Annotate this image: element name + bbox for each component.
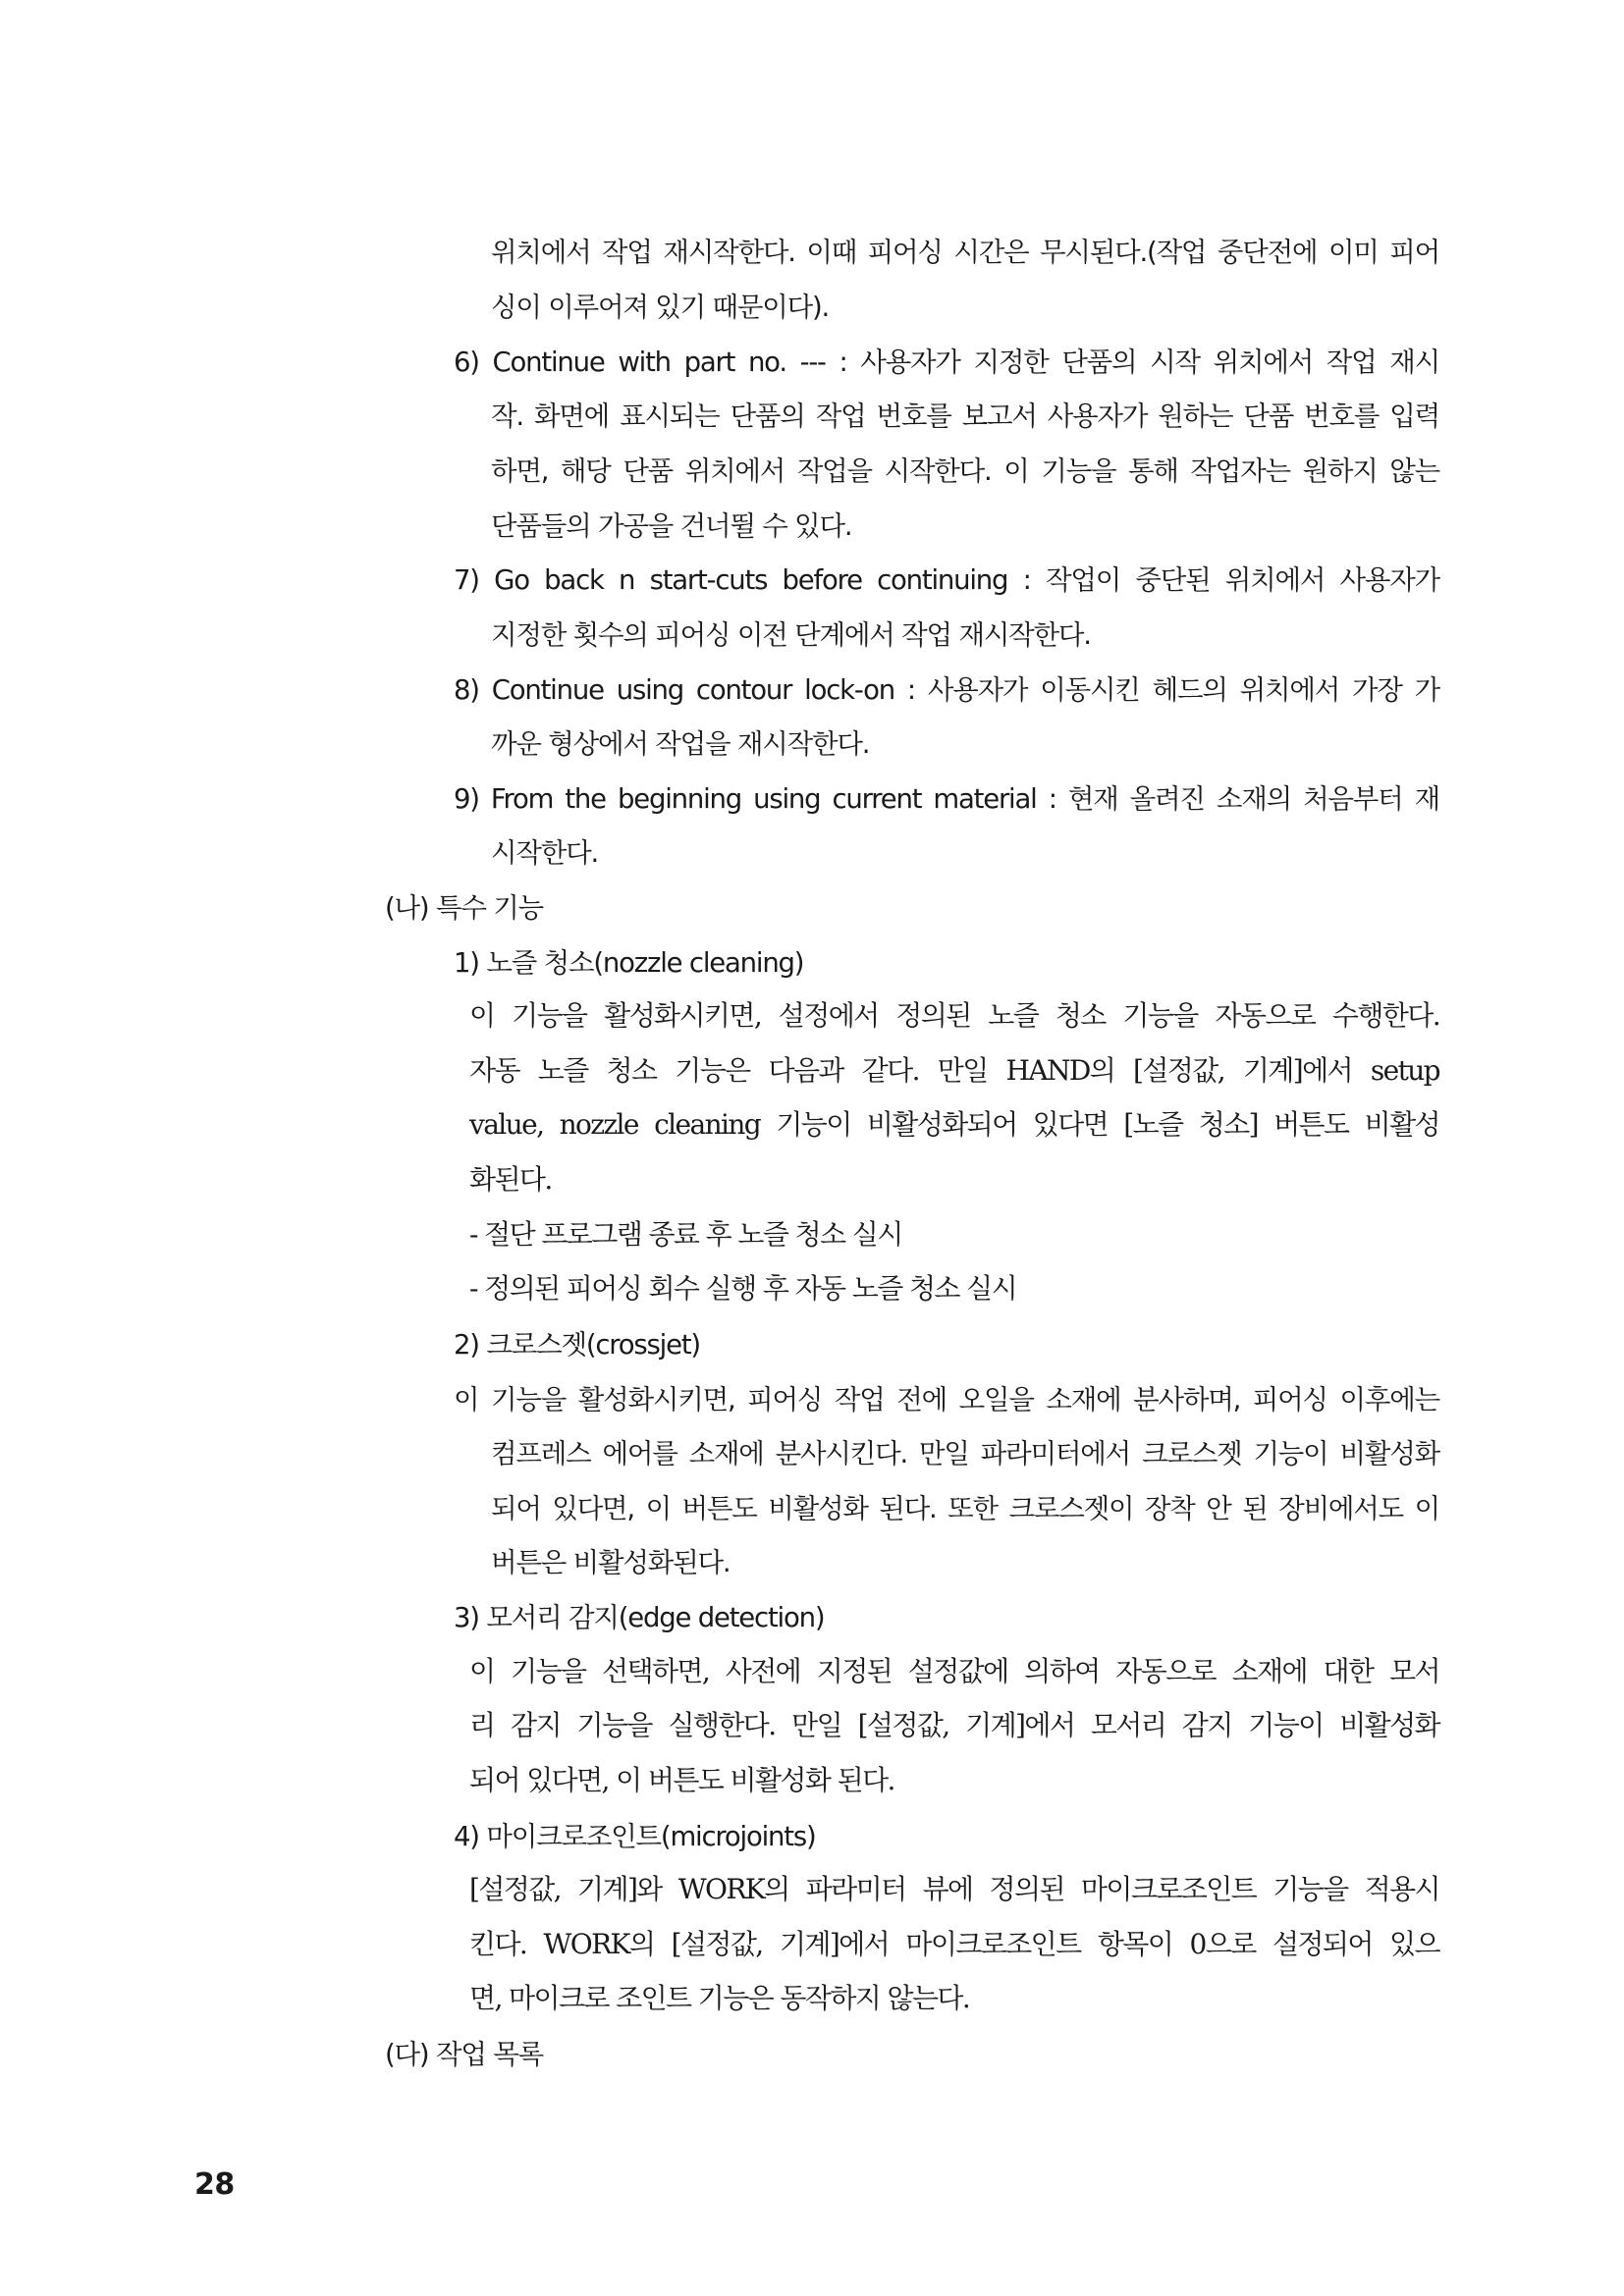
paragraph-line: 자동 노즐 청소 기능은 다음과 같다. 만일 HAND의 [설정값, 기계]에서 setup xyxy=(469,1054,1439,1087)
text-line: 싱이 이루어져 있기 때문이다). xyxy=(491,292,830,323)
subsection-title-crossjet: 2) 크로스젯(crossjet) xyxy=(454,1329,700,1361)
paragraph-line: 되어 있다면, 이 버튼도 비활성화 된다. 또한 크로스젯이 장착 안 된 장비에서도 이 xyxy=(491,1493,1439,1524)
bullet-item: - 절단 프로그램 종료 후 노즐 청소 실시 xyxy=(469,1218,902,1251)
paragraph-line: 킨다. WORK의 [설정값, 기계]에서 마이크로조인트 항목이 0으로 설정되어 있으 xyxy=(469,1928,1439,1960)
text-line: 하면, 해당 단품 위치에서 작업을 시작한다. 이 기능을 통해 작업자는 원하지 않는 xyxy=(491,455,1439,487)
subsection-title-edge-detection: 3) 모서리 감지(edge detection) xyxy=(454,1602,825,1633)
list-item-9: 9) From the beginning using current material : 현재 올려진 소재의 처음부터 재 xyxy=(454,783,1439,815)
list-item-6: 6) Continue with part no. --- : 사용자가 지정한 단품의 시작 위치에서 작업 재시 xyxy=(454,347,1439,378)
text-line: 시작한다. xyxy=(491,837,599,869)
paragraph-line: 이 기능을 선택하면, 사전에 지정된 설정값에 의하여 자동으로 소재에 대한 모서 xyxy=(469,1655,1439,1687)
paragraph-line: value, nozzle cleaning 기능이 비활성화되어 있다면 [노즐 청소] 버튼도 비활성 xyxy=(469,1108,1439,1141)
paragraph-line: 리 감지 기능을 실행한다. 만일 [설정값, 기계]에서 모서리 감지 기능이 비활성화 xyxy=(469,1709,1439,1741)
paragraph-line: 화된다. xyxy=(469,1163,552,1196)
paragraph-line: 되어 있다면, 이 버튼도 비활성화 된다. xyxy=(469,1764,894,1796)
paragraph-line: 이 기능을 활성화시키면, 피어싱 작업 전에 오일을 소재에 분사하며, 피어싱 이후에는 xyxy=(454,1384,1439,1415)
section-heading-na: (나) 특수 기능 xyxy=(385,892,543,924)
subsection-title-nozzle-cleaning: 1) 노즐 청소(nozzle cleaning) xyxy=(454,947,804,979)
paragraph-line: 버튼은 비활성화된다. xyxy=(491,1547,731,1578)
list-item-8: 8) Continue using contour lock-on : 사용자가 이동시킨 헤드의 위치에서 가장 가 xyxy=(454,674,1439,706)
page-number: 28 xyxy=(194,2167,235,2202)
text-line: 작. 화면에 표시되는 단품의 작업 번호를 보고서 사용자가 원하는 단품 번호를 입력 xyxy=(491,400,1439,432)
paragraph-line: 이 기능을 활성화시키면, 설정에서 정의된 노즐 청소 기능을 자동으로 수행한다. xyxy=(469,999,1439,1032)
bullet-item: - 정의된 피어싱 회수 실행 후 자동 노즐 청소 실시 xyxy=(469,1272,1017,1305)
paragraph-line: [설정값, 기계]와 WORK의 파라미터 뷰에 정의된 마이크로조인트 기능을 적용시 xyxy=(469,1873,1439,1905)
text-line: 단품들의 가공을 건너뛸 수 있다. xyxy=(491,510,852,542)
text-line: 까운 형상에서 작업을 재시작한다. xyxy=(491,728,870,760)
text-line: 지정한 횟수의 피어싱 이전 단계에서 작업 재시작한다. xyxy=(491,619,1091,651)
paragraph-line: 컴프레스 에어를 소재에 분사시킨다. 만일 파라미터에서 크로스젯 기능이 비활성화 xyxy=(491,1438,1439,1469)
text-line: 위치에서 작업 재시작한다. 이때 피어싱 시간은 무시된다.(작업 중단전에 이미 피어 xyxy=(491,237,1439,268)
paragraph-line: 면, 마이크로 조인트 기능은 동작하지 않는다. xyxy=(469,1982,970,2014)
subsection-title-microjoints: 4) 마이크로조인트(microjoints) xyxy=(454,1821,816,1852)
list-item-7: 7) Go back n start-cuts before continuing : 작업이 중단된 위치에서 사용자가 xyxy=(454,564,1439,596)
section-heading-da: (다) 작업 목록 xyxy=(385,2039,543,2070)
